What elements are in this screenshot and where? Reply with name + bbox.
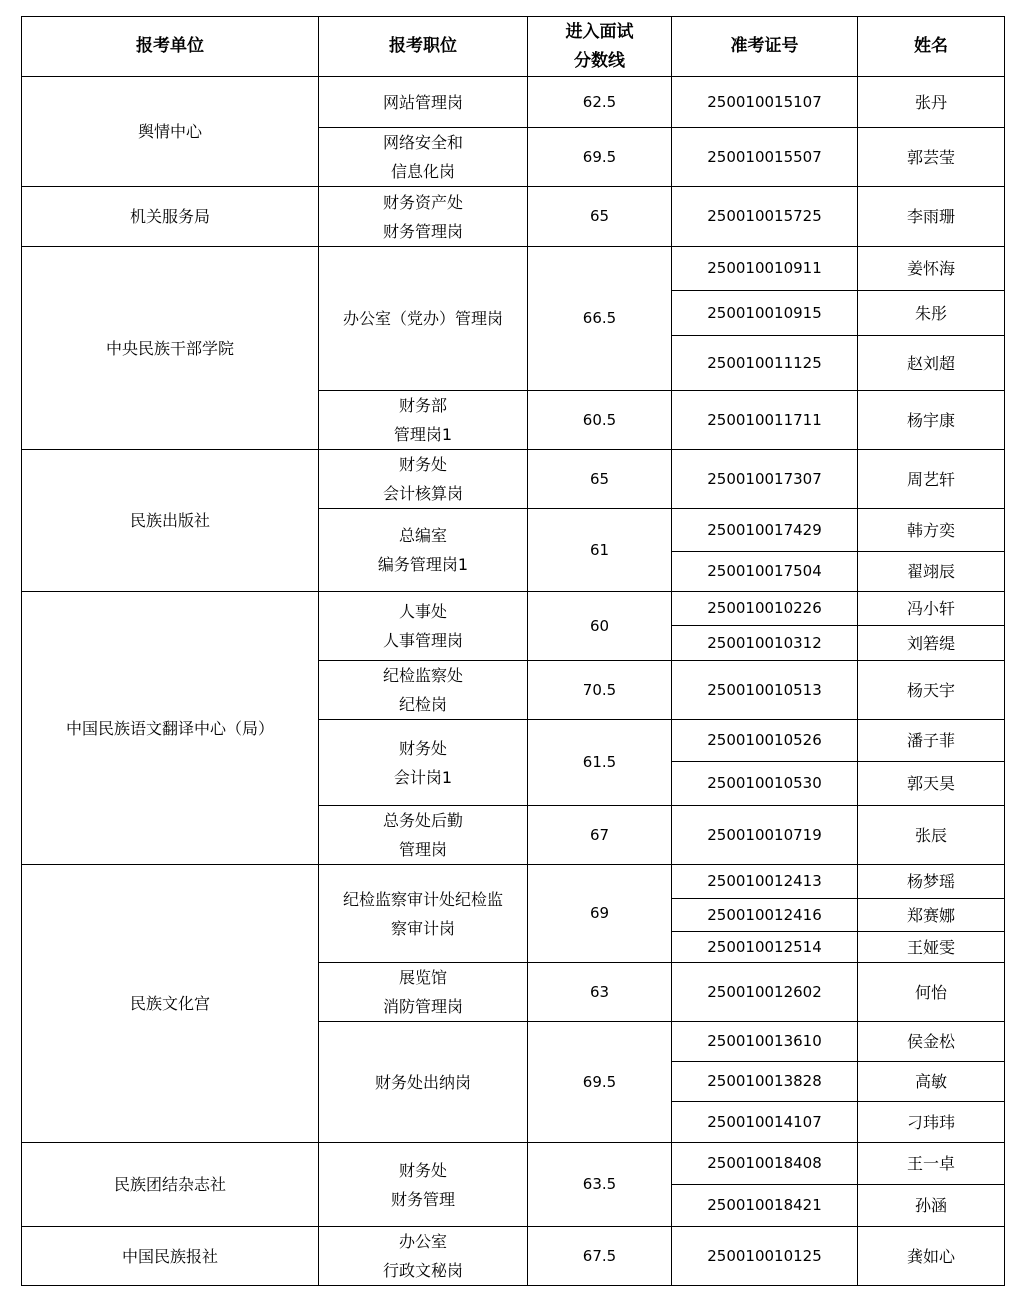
- name-cell: 王娅雯: [858, 932, 1005, 963]
- unit-cell: 民族团结杂志社: [22, 1143, 319, 1227]
- position-cell: 办公室 行政文秘岗: [319, 1227, 528, 1286]
- header-name: 姓名: [858, 17, 1005, 77]
- name-cell: 刁玮玮: [858, 1102, 1005, 1143]
- ticket-cell: 250010018421: [672, 1185, 858, 1227]
- name-cell: 翟翊辰: [858, 552, 1005, 592]
- position-cell: 总务处后勤 管理岗: [319, 806, 528, 865]
- ticket-cell: 250010013610: [672, 1022, 858, 1062]
- name-cell: 孙涵: [858, 1185, 1005, 1227]
- name-cell: 张辰: [858, 806, 1005, 865]
- position-cell: 财务部 管理岗1: [319, 391, 528, 450]
- position-cell: 财务处 会计核算岗: [319, 450, 528, 509]
- ticket-cell: 250010017429: [672, 509, 858, 552]
- score-cell: 65: [528, 450, 672, 509]
- ticket-cell: 250010010226: [672, 592, 858, 626]
- score-cell: 69.5: [528, 1022, 672, 1143]
- name-cell: 姜怀海: [858, 247, 1005, 291]
- name-cell: 赵刘超: [858, 336, 1005, 391]
- name-cell: 杨梦瑶: [858, 865, 1005, 899]
- score-cell: 67: [528, 806, 672, 865]
- name-cell: 何怡: [858, 963, 1005, 1022]
- header-row: [22, 17, 1005, 77]
- ticket-cell: 250010010526: [672, 720, 858, 762]
- position-cell: 办公室（党办）管理岗: [319, 247, 528, 391]
- score-cell: 65: [528, 187, 672, 247]
- ticket-cell: 250010015107: [672, 77, 858, 128]
- unit-cell: 民族文化宫: [22, 865, 319, 1143]
- score-cell: 60.5: [528, 391, 672, 450]
- name-cell: 冯小轩: [858, 592, 1005, 626]
- position-cell: 财务处 会计岗1: [319, 720, 528, 806]
- name-cell: 周艺轩: [858, 450, 1005, 509]
- unit-cell: 中国民族语文翻译中心（局）: [22, 592, 319, 865]
- position-cell: 人事处 人事管理岗: [319, 592, 528, 661]
- name-cell: 潘子菲: [858, 720, 1005, 762]
- position-cell: 网站管理岗: [319, 77, 528, 128]
- name-cell: 郭天昊: [858, 762, 1005, 806]
- ticket-cell: 250010010125: [672, 1227, 858, 1286]
- score-cell: 70.5: [528, 661, 672, 720]
- name-cell: 李雨珊: [858, 187, 1005, 247]
- ticket-cell: 250010012416: [672, 899, 858, 932]
- score-cell: 60: [528, 592, 672, 661]
- table-row: [22, 187, 1005, 247]
- ticket-cell: 250010014107: [672, 1102, 858, 1143]
- score-cell: 67.5: [528, 1227, 672, 1286]
- unit-cell: 中国民族报社: [22, 1227, 319, 1286]
- ticket-cell: 250010015507: [672, 128, 858, 187]
- name-cell: 韩方奕: [858, 509, 1005, 552]
- table-row: [22, 1143, 1005, 1185]
- ticket-cell: 250010018408: [672, 1143, 858, 1185]
- score-cell: 61: [528, 509, 672, 592]
- position-cell: 纪检监察处 纪检岗: [319, 661, 528, 720]
- ticket-cell: 250010017504: [672, 552, 858, 592]
- ticket-cell: 250010012413: [672, 865, 858, 899]
- score-cell: 62.5: [528, 77, 672, 128]
- position-cell: 总编室 编务管理岗1: [319, 509, 528, 592]
- position-cell: 展览馆 消防管理岗: [319, 963, 528, 1022]
- name-cell: 郭芸莹: [858, 128, 1005, 187]
- header-position: 报考职位: [319, 17, 528, 77]
- score-cell: 69.5: [528, 128, 672, 187]
- name-cell: 刘箬缇: [858, 626, 1005, 661]
- ticket-cell: 250010010719: [672, 806, 858, 865]
- header-score: 进入面试 分数线: [528, 17, 672, 77]
- score-cell: 66.5: [528, 247, 672, 391]
- table-row: [22, 592, 1005, 626]
- score-cell: 63: [528, 963, 672, 1022]
- position-cell: 财务处出纳岗: [319, 1022, 528, 1143]
- score-cell: 63.5: [528, 1143, 672, 1227]
- score-cell: 69: [528, 865, 672, 963]
- ticket-cell: 250010010530: [672, 762, 858, 806]
- ticket-cell: 250010015725: [672, 187, 858, 247]
- unit-cell: 舆情中心: [22, 77, 319, 187]
- table-row: [22, 865, 1005, 899]
- ticket-cell: 250010011711: [672, 391, 858, 450]
- name-cell: 张丹: [858, 77, 1005, 128]
- name-cell: 朱彤: [858, 291, 1005, 336]
- position-cell: 纪检监察审计处纪检监 察审计岗: [319, 865, 528, 963]
- table-row: [22, 77, 1005, 128]
- unit-cell: 中央民族干部学院: [22, 247, 319, 450]
- ticket-cell: 250010012514: [672, 932, 858, 963]
- position-cell: 网络安全和 信息化岗: [319, 128, 528, 187]
- position-cell: 财务资产处 财务管理岗: [319, 187, 528, 247]
- name-cell: 高敏: [858, 1062, 1005, 1102]
- table-row: [22, 450, 1005, 509]
- ticket-cell: 250010013828: [672, 1062, 858, 1102]
- unit-cell: 机关服务局: [22, 187, 319, 247]
- ticket-cell: 250010011125: [672, 336, 858, 391]
- ticket-cell: 250010012602: [672, 963, 858, 1022]
- ticket-cell: 250010010312: [672, 626, 858, 661]
- ticket-cell: 250010017307: [672, 450, 858, 509]
- table-row: [22, 247, 1005, 291]
- ticket-cell: 250010010513: [672, 661, 858, 720]
- table-row: [22, 1227, 1005, 1286]
- ticket-cell: 250010010911: [672, 247, 858, 291]
- name-cell: 王一卓: [858, 1143, 1005, 1185]
- header-ticket: 准考证号: [672, 17, 858, 77]
- score-cell: 61.5: [528, 720, 672, 806]
- name-cell: 郑赛娜: [858, 899, 1005, 932]
- name-cell: 侯金松: [858, 1022, 1005, 1062]
- name-cell: 龚如心: [858, 1227, 1005, 1286]
- table-body: [22, 77, 1005, 1286]
- unit-cell: 民族出版社: [22, 450, 319, 592]
- interview-score-table: [21, 16, 1005, 1286]
- ticket-cell: 250010010915: [672, 291, 858, 336]
- name-cell: 杨宇康: [858, 391, 1005, 450]
- name-cell: 杨天宇: [858, 661, 1005, 720]
- header-unit: 报考单位: [22, 17, 319, 77]
- position-cell: 财务处 财务管理: [319, 1143, 528, 1227]
